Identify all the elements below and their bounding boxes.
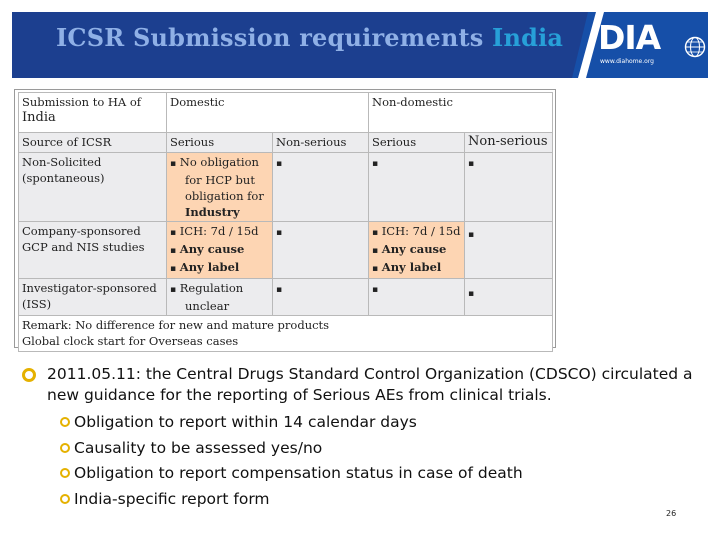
ring-bullet-icon	[60, 468, 70, 478]
sub-bullet-text: Obligation to report compensation status in case of death	[74, 464, 523, 482]
cell-text: Industry	[185, 205, 240, 219]
logo-url: www.diahome.org	[600, 58, 654, 65]
bullet-line	[170, 223, 269, 241]
cell-text: for HCP but	[185, 173, 255, 187]
row-serious-nondomestic-cell	[369, 222, 465, 279]
bullet-marker	[468, 226, 474, 240]
cell-text: No obligation	[179, 155, 259, 169]
row-serious-nondomestic-cell	[369, 279, 465, 316]
page-number: 26	[666, 509, 677, 518]
cell-text: ICH: 7d / 15d	[381, 224, 461, 238]
cell-text: ICH: 7d / 15d	[179, 224, 259, 238]
requirements-table-container	[14, 89, 556, 348]
bullet-line	[372, 259, 461, 277]
bullet-wrap	[468, 280, 549, 302]
row-serious-domestic-cell	[167, 279, 273, 316]
row-source-cell	[19, 222, 167, 279]
bullet-marker	[276, 281, 282, 295]
row-source-line: Non-Solicited	[22, 155, 102, 169]
remark-cell	[19, 316, 553, 352]
sub-bullet	[22, 436, 702, 462]
row-source-line: Company-sponsored	[22, 224, 141, 238]
title-main: ICSR Submission requirements	[56, 23, 493, 52]
content-bullets	[22, 364, 702, 512]
header-cell-non-domestic: Non-domestic	[369, 93, 553, 133]
row-serious-domestic-cell	[167, 153, 273, 222]
table-subheader-row	[19, 133, 553, 153]
row-source-cell	[19, 153, 167, 222]
subheader-source: Source of ICSR	[19, 133, 167, 153]
ring-bullet-icon	[22, 368, 36, 382]
bullet-marker	[468, 155, 474, 169]
header-cell-submission	[19, 93, 167, 133]
sub-bullet-text: Causality to be assessed yes/no	[74, 438, 323, 457]
subheader-serious-domestic: Serious	[167, 133, 273, 153]
cell-text: obligation for	[185, 189, 264, 203]
cell-text: Regulation	[179, 281, 244, 295]
ring-bullet-icon	[60, 417, 70, 427]
row-nonserious-nondomestic-cell	[465, 222, 553, 279]
row-source-line: (ISS)	[22, 297, 52, 311]
bullet-marker	[372, 281, 378, 295]
row-source-line: (spontaneous)	[22, 171, 105, 185]
sub-bullet	[22, 461, 702, 487]
bullet-line	[372, 223, 461, 241]
bullet-marker	[276, 155, 282, 169]
bullet-marker	[372, 155, 378, 169]
bullet-line	[372, 241, 461, 259]
row-source-line: GCP and NIS studies	[22, 240, 145, 254]
table-remark-row	[19, 316, 553, 352]
subheader-nonserious-nondomestic: Non-serious	[465, 133, 553, 153]
row-nonserious-nondomestic-cell	[465, 279, 553, 316]
subheader-nonserious-domestic: Non-serious	[273, 133, 369, 153]
main-bullet	[22, 364, 702, 406]
dia-logo: DIA	[598, 18, 661, 57]
bullet-marker	[276, 224, 282, 238]
bullet-marker	[468, 285, 474, 299]
row-source-line: Investigator-sponsored	[22, 281, 157, 295]
header-india-label: India	[22, 110, 56, 125]
cell-text: Any label	[381, 260, 442, 274]
table-row	[19, 279, 553, 316]
globe-icon	[684, 36, 706, 58]
subheader-serious-nondomestic: Serious	[369, 133, 465, 153]
slide-title	[56, 23, 563, 52]
row-source-cell	[19, 279, 167, 316]
bullet-line	[170, 259, 269, 277]
cell-text: Any cause	[179, 242, 245, 256]
requirements-table	[18, 92, 553, 352]
header-submission-label: Submission to HA of	[22, 95, 142, 109]
sub-bullet-text: Obligation to report within 14 calendar days	[74, 413, 417, 431]
bullet-line	[170, 280, 269, 298]
table-header-row	[19, 93, 553, 133]
table-row	[19, 222, 553, 279]
bullet-line	[170, 154, 269, 172]
ring-bullet-icon	[60, 494, 70, 504]
row-nonserious-nondomestic-cell	[465, 153, 553, 222]
remark-line: Remark: No difference for new and mature products	[22, 318, 330, 332]
ring-bullet-icon	[60, 443, 70, 453]
header-cell-domestic: Domestic	[167, 93, 369, 133]
row-serious-domestic-cell	[167, 222, 273, 279]
row-nonserious-domestic-cell	[273, 153, 369, 222]
table-row	[19, 153, 553, 222]
main-bullet-text: 2011.05.11: the Central Drugs Standard Control Organization (CDSCO) circulated a new guidance for the reporting of Serious AEs from clinical trials.	[47, 365, 693, 404]
cell-text: Any label	[179, 260, 240, 274]
remark-line: Global clock start for Overseas cases	[22, 334, 239, 348]
cell-text: Any cause	[381, 242, 447, 256]
sub-bullet	[22, 410, 702, 436]
row-nonserious-domestic-cell	[273, 279, 369, 316]
sub-bullet-text: India-specific report form	[74, 489, 270, 508]
cell-text: unclear	[185, 299, 230, 313]
row-nonserious-domestic-cell	[273, 222, 369, 279]
bullet-line	[170, 241, 269, 259]
title-highlight: India	[492, 23, 564, 52]
row-serious-nondomestic-cell	[369, 153, 465, 222]
sub-bullet	[22, 487, 702, 513]
bullet-wrap	[468, 223, 549, 243]
